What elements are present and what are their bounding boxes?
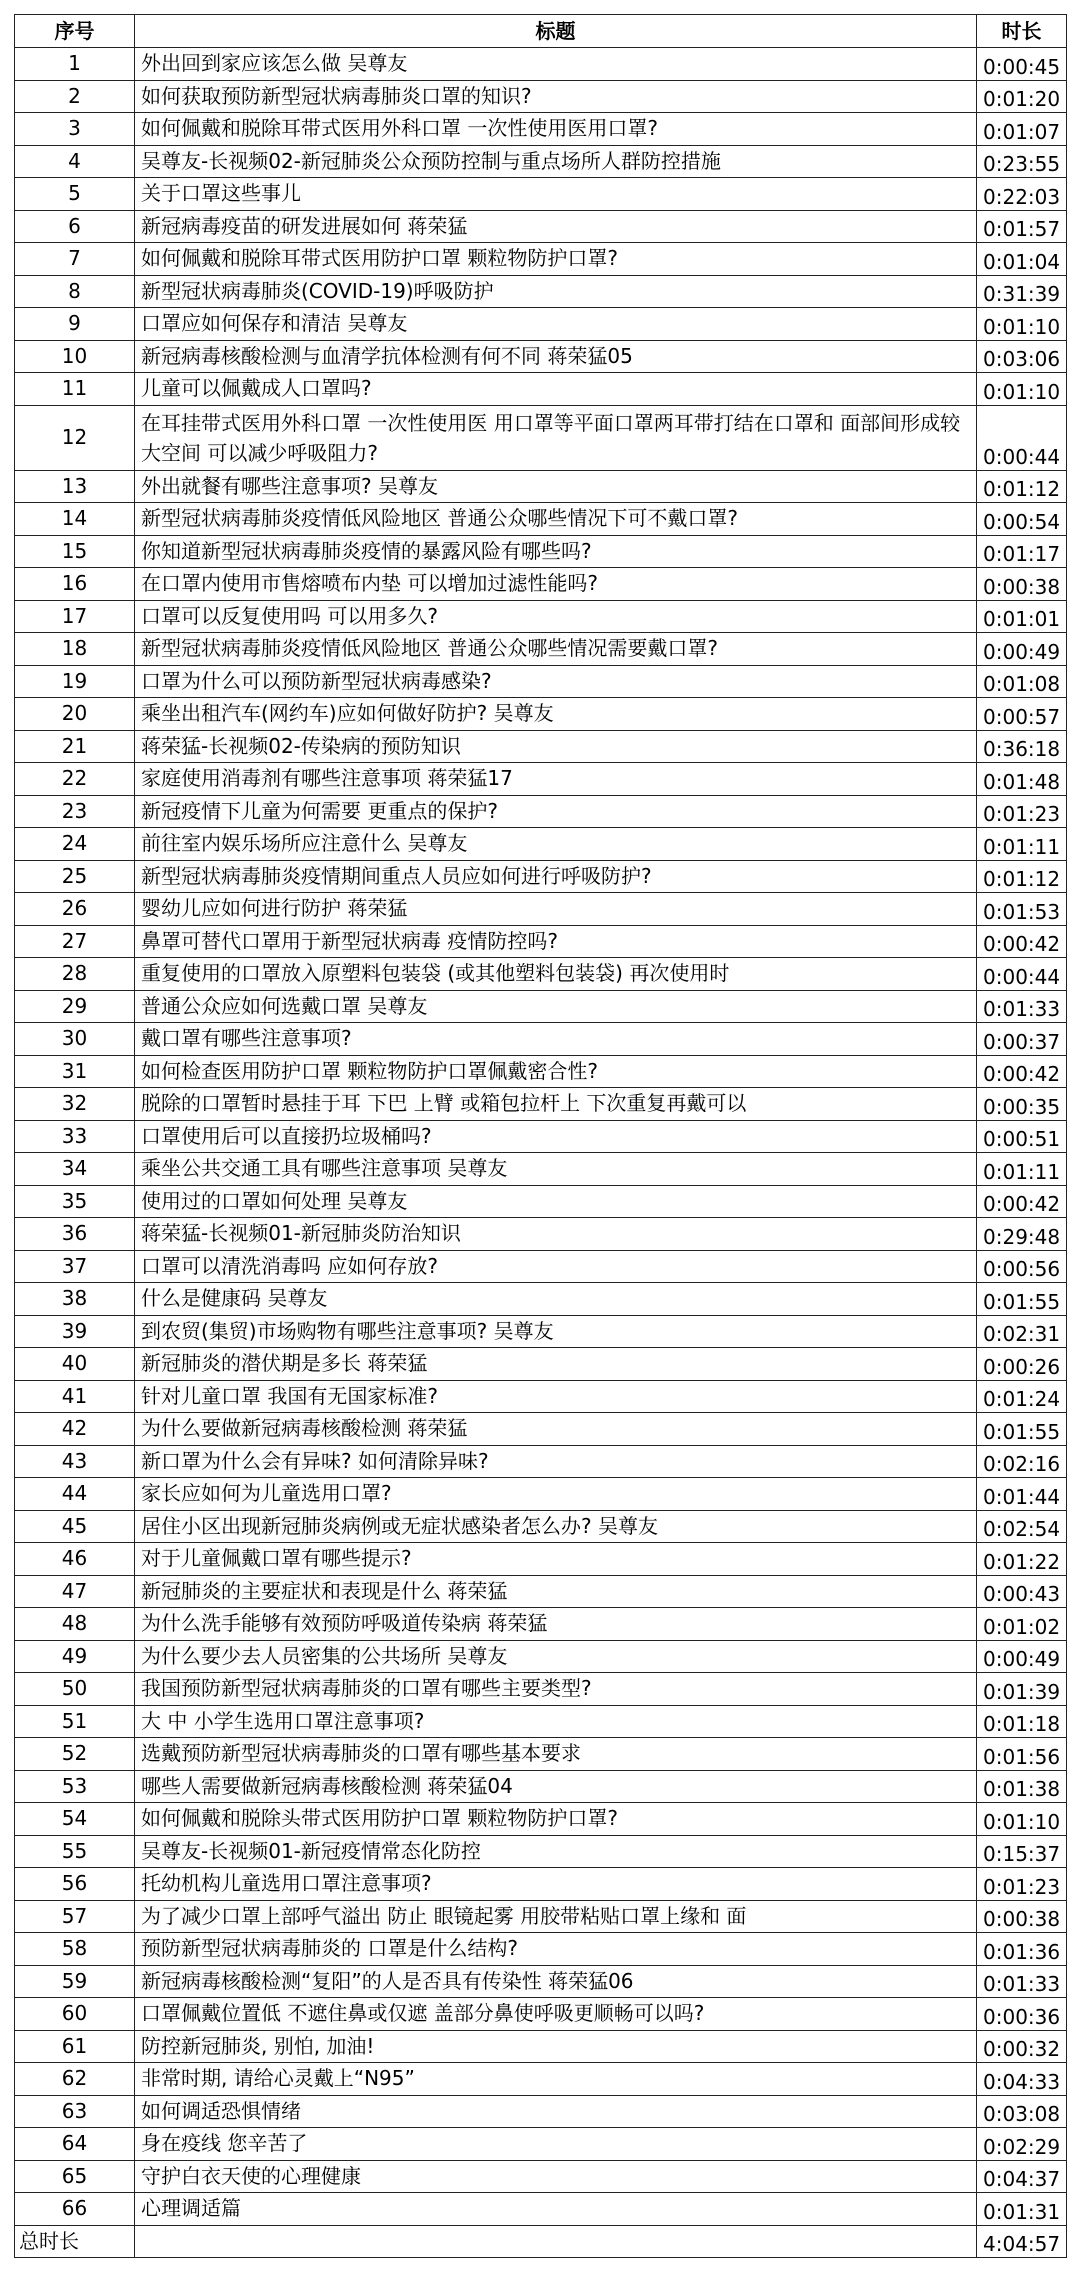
table-row	[15, 1998, 1067, 2031]
duration-cell: 0:23:55	[977, 145, 1067, 178]
seq-cell: 34	[15, 1153, 135, 1186]
title-cell: 乘坐出租汽车(网约车)应如何做好防护? 吴尊友	[135, 698, 977, 731]
duration-cell: 0:01:10	[977, 308, 1067, 341]
duration-cell: 0:01:02	[977, 1608, 1067, 1641]
table-row	[15, 1348, 1067, 1381]
duration-cell: 0:01:31	[977, 2193, 1067, 2226]
seq-cell: 55	[15, 1835, 135, 1868]
title-cell: 为什么要少去人员密集的公共场所 吴尊友	[135, 1640, 977, 1673]
title-cell: 重复使用的口罩放入原塑料包装袋 (或其他塑料包装袋) 再次使用时	[135, 958, 977, 991]
title-cell: 脱除的口罩暂时悬挂于耳 下巴 上臂 或箱包拉杆上 下次重复再戴可以	[135, 1088, 977, 1121]
seq-cell: 9	[15, 308, 135, 341]
table-row	[15, 1673, 1067, 1706]
table-row	[15, 1835, 1067, 1868]
seq-cell: 18	[15, 633, 135, 666]
duration-cell: 0:01:18	[977, 1705, 1067, 1738]
table-row	[15, 600, 1067, 633]
seq-cell: 64	[15, 2128, 135, 2161]
table-row	[15, 2095, 1067, 2128]
seq-cell: 41	[15, 1380, 135, 1413]
table-row	[15, 48, 1067, 81]
header-row	[15, 15, 1067, 48]
duration-cell: 0:00:32	[977, 2030, 1067, 2063]
seq-cell: 43	[15, 1445, 135, 1478]
seq-cell: 62	[15, 2063, 135, 2096]
title-cell: 口罩应如何保存和清洁 吴尊友	[135, 308, 977, 341]
header-seq: 序号	[15, 15, 135, 48]
seq-cell: 39	[15, 1315, 135, 1348]
header-title: 标题	[135, 15, 977, 48]
seq-cell: 6	[15, 210, 135, 243]
table-row	[15, 1933, 1067, 1966]
title-cell: 新型冠状病毒肺炎疫情低风险地区 普通公众哪些情况需要戴口罩?	[135, 633, 977, 666]
title-cell: 如何佩戴和脱除头带式医用防护口罩 颗粒物防护口罩?	[135, 1803, 977, 1836]
seq-cell: 38	[15, 1283, 135, 1316]
duration-cell: 0:00:42	[977, 1185, 1067, 1218]
seq-cell: 60	[15, 1998, 135, 2031]
title-cell: 身在疫线 您辛苦了	[135, 2128, 977, 2161]
seq-cell: 8	[15, 275, 135, 308]
duration-cell: 0:01:48	[977, 763, 1067, 796]
table-row	[15, 1965, 1067, 1998]
seq-cell: 56	[15, 1868, 135, 1901]
seq-cell: 30	[15, 1023, 135, 1056]
duration-cell: 0:01:08	[977, 665, 1067, 698]
duration-cell: 0:01:24	[977, 1380, 1067, 1413]
duration-cell: 0:22:03	[977, 178, 1067, 211]
title-cell: 托幼机构儿童选用口罩注意事项?	[135, 1868, 977, 1901]
total-row	[15, 2225, 1067, 2258]
total-duration: 4:04:57	[977, 2225, 1067, 2258]
duration-cell: 0:00:35	[977, 1088, 1067, 1121]
table-row	[15, 1218, 1067, 1251]
seq-cell: 50	[15, 1673, 135, 1706]
seq-cell: 53	[15, 1770, 135, 1803]
seq-cell: 33	[15, 1120, 135, 1153]
duration-cell: 0:01:12	[977, 470, 1067, 503]
table-row	[15, 503, 1067, 536]
duration-cell: 0:03:06	[977, 340, 1067, 373]
table-row	[15, 210, 1067, 243]
title-cell: 守护白衣天使的心理健康	[135, 2160, 977, 2193]
table-row	[15, 1900, 1067, 1933]
duration-cell: 0:04:33	[977, 2063, 1067, 2096]
duration-cell: 0:00:49	[977, 633, 1067, 666]
table-row	[15, 2128, 1067, 2161]
duration-cell: 0:01:04	[977, 243, 1067, 276]
seq-cell: 23	[15, 795, 135, 828]
title-cell: 口罩使用后可以直接扔垃圾桶吗?	[135, 1120, 977, 1153]
title-cell: 吴尊友-长视频01-新冠疫情常态化防控	[135, 1835, 977, 1868]
seq-cell: 66	[15, 2193, 135, 2226]
seq-cell: 15	[15, 535, 135, 568]
seq-cell: 52	[15, 1738, 135, 1771]
title-cell: 对于儿童佩戴口罩有哪些提示?	[135, 1543, 977, 1576]
title-cell: 新冠肺炎的主要症状和表现是什么 蒋荣猛	[135, 1575, 977, 1608]
title-cell: 新型冠状病毒肺炎疫情期间重点人员应如何进行呼吸防护?	[135, 860, 977, 893]
seq-cell: 10	[15, 340, 135, 373]
duration-cell: 0:01:01	[977, 600, 1067, 633]
title-cell: 使用过的口罩如何处理 吴尊友	[135, 1185, 977, 1218]
table-row	[15, 243, 1067, 276]
title-cell: 新冠病毒核酸检测“复阳”的人是否具有传染性 蒋荣猛06	[135, 1965, 977, 1998]
duration-cell: 0:29:48	[977, 1218, 1067, 1251]
seq-cell: 4	[15, 145, 135, 178]
seq-cell: 40	[15, 1348, 135, 1381]
seq-cell: 29	[15, 990, 135, 1023]
title-cell: 外出回到家应该怎么做 吴尊友	[135, 48, 977, 81]
table-row	[15, 2193, 1067, 2226]
total-title-cell	[135, 2225, 977, 2258]
seq-cell: 54	[15, 1803, 135, 1836]
seq-cell: 20	[15, 698, 135, 731]
title-cell: 家长应如何为儿童选用口罩?	[135, 1478, 977, 1511]
seq-cell: 16	[15, 568, 135, 601]
duration-cell: 0:00:56	[977, 1250, 1067, 1283]
duration-cell: 0:00:44	[977, 405, 1067, 470]
duration-cell: 0:00:38	[977, 1900, 1067, 1933]
title-cell: 家庭使用消毒剂有哪些注意事项 蒋荣猛17	[135, 763, 977, 796]
seq-cell: 35	[15, 1185, 135, 1218]
duration-cell: 0:00:57	[977, 698, 1067, 731]
title-cell: 口罩为什么可以预防新型冠状病毒感染?	[135, 665, 977, 698]
duration-cell: 0:01:10	[977, 1803, 1067, 1836]
table-row	[15, 373, 1067, 406]
title-cell: 外出就餐有哪些注意事项? 吴尊友	[135, 470, 977, 503]
table-row	[15, 1510, 1067, 1543]
duration-cell: 0:15:37	[977, 1835, 1067, 1868]
table-row	[15, 2030, 1067, 2063]
seq-cell: 45	[15, 1510, 135, 1543]
title-cell: 口罩可以反复使用吗 可以用多久?	[135, 600, 977, 633]
title-cell: 鼻罩可替代口罩用于新型冠状病毒 疫情防控吗?	[135, 925, 977, 958]
table-row	[15, 470, 1067, 503]
table-row	[15, 795, 1067, 828]
seq-cell: 21	[15, 730, 135, 763]
table-row	[15, 1315, 1067, 1348]
title-cell: 蒋荣猛-长视频01-新冠肺炎防治知识	[135, 1218, 977, 1251]
duration-cell: 0:01:44	[977, 1478, 1067, 1511]
title-cell: 你知道新型冠状病毒肺炎疫情的暴露风险有哪些吗?	[135, 535, 977, 568]
title-cell: 我国预防新型冠状病毒肺炎的口罩有哪些主要类型?	[135, 1673, 977, 1706]
duration-cell: 0:36:18	[977, 730, 1067, 763]
duration-cell: 0:01:57	[977, 210, 1067, 243]
duration-cell: 0:31:39	[977, 275, 1067, 308]
table-row	[15, 1478, 1067, 1511]
seq-cell: 27	[15, 925, 135, 958]
seq-cell: 58	[15, 1933, 135, 1966]
table-row	[15, 535, 1067, 568]
title-cell: 如何检查医用防护口罩 颗粒物防护口罩佩戴密合性?	[135, 1055, 977, 1088]
table-row	[15, 1738, 1067, 1771]
title-cell: 乘坐公共交通工具有哪些注意事项 吴尊友	[135, 1153, 977, 1186]
table-row	[15, 1088, 1067, 1121]
title-cell: 蒋荣猛-长视频02-传染病的预防知识	[135, 730, 977, 763]
duration-cell: 0:01:23	[977, 1868, 1067, 1901]
title-cell: 在耳挂带式医用外科口罩 一次性使用医 用口罩等平面口罩两耳带打结在口罩和 面部间形成较大空间 可以减少呼吸阻力?	[135, 405, 977, 470]
title-cell: 针对儿童口罩 我国有无国家标准?	[135, 1380, 977, 1413]
duration-cell: 0:01:36	[977, 1933, 1067, 1966]
table-row	[15, 730, 1067, 763]
table-row	[15, 1543, 1067, 1576]
table-row	[15, 1413, 1067, 1446]
total-label: 总时长	[15, 2225, 135, 2258]
table-row	[15, 1445, 1067, 1478]
table-row	[15, 925, 1067, 958]
title-cell: 前往室内娱乐场所应注意什么 吴尊友	[135, 828, 977, 861]
duration-cell: 0:00:54	[977, 503, 1067, 536]
table-row	[15, 893, 1067, 926]
duration-cell: 0:03:08	[977, 2095, 1067, 2128]
duration-cell: 0:02:16	[977, 1445, 1067, 1478]
table-row	[15, 665, 1067, 698]
table-row	[15, 1640, 1067, 1673]
table-row	[15, 698, 1067, 731]
title-cell: 普通公众应如何选戴口罩 吴尊友	[135, 990, 977, 1023]
seq-cell: 28	[15, 958, 135, 991]
duration-cell: 0:00:26	[977, 1348, 1067, 1381]
seq-cell: 44	[15, 1478, 135, 1511]
seq-cell: 12	[15, 405, 135, 470]
seq-cell: 14	[15, 503, 135, 536]
title-cell: 到农贸(集贸)市场购物有哪些注意事项? 吴尊友	[135, 1315, 977, 1348]
seq-cell: 42	[15, 1413, 135, 1446]
seq-cell: 7	[15, 243, 135, 276]
table-row	[15, 2160, 1067, 2193]
duration-cell: 0:01:56	[977, 1738, 1067, 1771]
duration-cell: 0:01:20	[977, 80, 1067, 113]
seq-cell: 22	[15, 763, 135, 796]
table-row	[15, 633, 1067, 666]
seq-cell: 61	[15, 2030, 135, 2063]
table-row	[15, 1608, 1067, 1641]
table-row	[15, 1153, 1067, 1186]
title-cell: 新冠肺炎的潜伏期是多长 蒋荣猛	[135, 1348, 977, 1381]
seq-cell: 3	[15, 113, 135, 146]
table-row	[15, 178, 1067, 211]
table-body	[15, 48, 1067, 2226]
table-row	[15, 990, 1067, 1023]
seq-cell: 59	[15, 1965, 135, 1998]
duration-cell: 0:00:43	[977, 1575, 1067, 1608]
title-cell: 为什么要做新冠病毒核酸检测 蒋荣猛	[135, 1413, 977, 1446]
title-cell: 在口罩内使用市售熔喷布内垫 可以增加过滤性能吗?	[135, 568, 977, 601]
title-cell: 新型冠状病毒肺炎(COVID-19)呼吸防护	[135, 275, 977, 308]
duration-cell: 0:00:42	[977, 925, 1067, 958]
seq-cell: 11	[15, 373, 135, 406]
table-row	[15, 958, 1067, 991]
seq-cell: 19	[15, 665, 135, 698]
spreadsheet	[14, 14, 1066, 2258]
seq-cell: 25	[15, 860, 135, 893]
table-row	[15, 1575, 1067, 1608]
seq-cell: 26	[15, 893, 135, 926]
title-cell: 儿童可以佩戴成人口罩吗?	[135, 373, 977, 406]
title-cell: 哪些人需要做新冠病毒核酸检测 蒋荣猛04	[135, 1770, 977, 1803]
seq-cell: 24	[15, 828, 135, 861]
seq-cell: 48	[15, 1608, 135, 1641]
title-cell: 如何佩戴和脱除耳带式医用外科口罩 一次性使用医用口罩?	[135, 113, 977, 146]
duration-cell: 0:01:23	[977, 795, 1067, 828]
duration-cell: 0:01:39	[977, 1673, 1067, 1706]
table-row	[15, 568, 1067, 601]
title-cell: 关于口罩这些事儿	[135, 178, 977, 211]
title-cell: 口罩佩戴位置低 不遮住鼻或仅遮 盖部分鼻使呼吸更顺畅可以吗?	[135, 1998, 977, 2031]
table-row	[15, 1055, 1067, 1088]
duration-cell: 0:00:37	[977, 1023, 1067, 1056]
table-row	[15, 113, 1067, 146]
title-cell: 口罩可以清洗消毒吗 应如何存放?	[135, 1250, 977, 1283]
table-row	[15, 1380, 1067, 1413]
seq-cell: 37	[15, 1250, 135, 1283]
duration-cell: 0:01:33	[977, 990, 1067, 1023]
duration-cell: 0:04:37	[977, 2160, 1067, 2193]
table-row	[15, 763, 1067, 796]
header-duration: 时长	[977, 15, 1067, 48]
title-cell: 新冠病毒核酸检测与血清学抗体检测有何不同 蒋荣猛05	[135, 340, 977, 373]
title-cell: 吴尊友-长视频02-新冠肺炎公众预防控制与重点场所人群防控措施	[135, 145, 977, 178]
table-row	[15, 340, 1067, 373]
seq-cell: 2	[15, 80, 135, 113]
duration-cell: 0:00:51	[977, 1120, 1067, 1153]
title-cell: 新型冠状病毒肺炎疫情低风险地区 普通公众哪些情况下可不戴口罩?	[135, 503, 977, 536]
seq-cell: 46	[15, 1543, 135, 1576]
seq-cell: 17	[15, 600, 135, 633]
seq-cell: 5	[15, 178, 135, 211]
duration-cell: 0:01:07	[977, 113, 1067, 146]
table-row	[15, 1250, 1067, 1283]
table-row	[15, 308, 1067, 341]
seq-cell: 31	[15, 1055, 135, 1088]
seq-cell: 57	[15, 1900, 135, 1933]
title-cell: 戴口罩有哪些注意事项?	[135, 1023, 977, 1056]
title-cell: 居住小区出现新冠肺炎病例或无症状感染者怎么办? 吴尊友	[135, 1510, 977, 1543]
seq-cell: 63	[15, 2095, 135, 2128]
duration-cell: 0:01:55	[977, 1413, 1067, 1446]
duration-cell: 0:00:49	[977, 1640, 1067, 1673]
table-row	[15, 1705, 1067, 1738]
title-cell: 婴幼儿应如何进行防护 蒋荣猛	[135, 893, 977, 926]
table-row	[15, 80, 1067, 113]
table-row	[15, 1120, 1067, 1153]
duration-cell: 0:02:29	[977, 2128, 1067, 2161]
duration-cell: 0:01:33	[977, 1965, 1067, 1998]
table-row	[15, 1803, 1067, 1836]
duration-cell: 0:01:12	[977, 860, 1067, 893]
table-row	[15, 1185, 1067, 1218]
title-cell: 新冠疫情下儿童为何需要 更重点的保护?	[135, 795, 977, 828]
table-row	[15, 860, 1067, 893]
seq-cell: 65	[15, 2160, 135, 2193]
seq-cell: 36	[15, 1218, 135, 1251]
table-row	[15, 1868, 1067, 1901]
title-cell: 如何获取预防新型冠状病毒肺炎口罩的知识?	[135, 80, 977, 113]
title-cell: 选戴预防新型冠状病毒肺炎的口罩有哪些基本要求	[135, 1738, 977, 1771]
seq-cell: 13	[15, 470, 135, 503]
duration-cell: 0:01:11	[977, 1153, 1067, 1186]
duration-cell: 0:01:22	[977, 1543, 1067, 1576]
duration-cell: 0:01:38	[977, 1770, 1067, 1803]
title-cell: 如何调适恐惧情绪	[135, 2095, 977, 2128]
seq-cell: 47	[15, 1575, 135, 1608]
video-list-table	[14, 14, 1067, 2258]
title-cell: 如何佩戴和脱除耳带式医用防护口罩 颗粒物防护口罩?	[135, 243, 977, 276]
seq-cell: 32	[15, 1088, 135, 1121]
title-cell: 心理调适篇	[135, 2193, 977, 2226]
duration-cell: 0:01:11	[977, 828, 1067, 861]
duration-cell: 0:01:17	[977, 535, 1067, 568]
duration-cell: 0:00:42	[977, 1055, 1067, 1088]
seq-cell: 1	[15, 48, 135, 81]
duration-cell: 0:01:10	[977, 373, 1067, 406]
title-cell: 预防新型冠状病毒肺炎的 口罩是什么结构?	[135, 1933, 977, 1966]
duration-cell: 0:01:53	[977, 893, 1067, 926]
title-cell: 新冠病毒疫苗的研发进展如何 蒋荣猛	[135, 210, 977, 243]
table-row	[15, 1023, 1067, 1056]
duration-cell: 0:02:54	[977, 1510, 1067, 1543]
table-row	[15, 828, 1067, 861]
title-cell: 防控新冠肺炎, 别怕, 加油!	[135, 2030, 977, 2063]
table-row	[15, 1770, 1067, 1803]
seq-cell: 51	[15, 1705, 135, 1738]
duration-cell: 0:00:44	[977, 958, 1067, 991]
title-cell: 非常时期, 请给心灵戴上“N95”	[135, 2063, 977, 2096]
title-cell: 什么是健康码 吴尊友	[135, 1283, 977, 1316]
title-cell: 新口罩为什么会有异味? 如何清除异味?	[135, 1445, 977, 1478]
duration-cell: 0:00:36	[977, 1998, 1067, 2031]
table-row	[15, 145, 1067, 178]
duration-cell: 0:02:31	[977, 1315, 1067, 1348]
duration-cell: 0:01:55	[977, 1283, 1067, 1316]
table-row	[15, 2063, 1067, 2096]
title-cell: 大 中 小学生选用口罩注意事项?	[135, 1705, 977, 1738]
table-row	[15, 1283, 1067, 1316]
duration-cell: 0:00:38	[977, 568, 1067, 601]
duration-cell: 0:00:45	[977, 48, 1067, 81]
seq-cell: 49	[15, 1640, 135, 1673]
title-cell: 为什么洗手能够有效预防呼吸道传染病 蒋荣猛	[135, 1608, 977, 1641]
title-cell: 为了减少口罩上部呼气溢出 防止 眼镜起雾 用胶带粘贴口罩上缘和 面	[135, 1900, 977, 1933]
table-row	[15, 405, 1067, 470]
table-row	[15, 275, 1067, 308]
